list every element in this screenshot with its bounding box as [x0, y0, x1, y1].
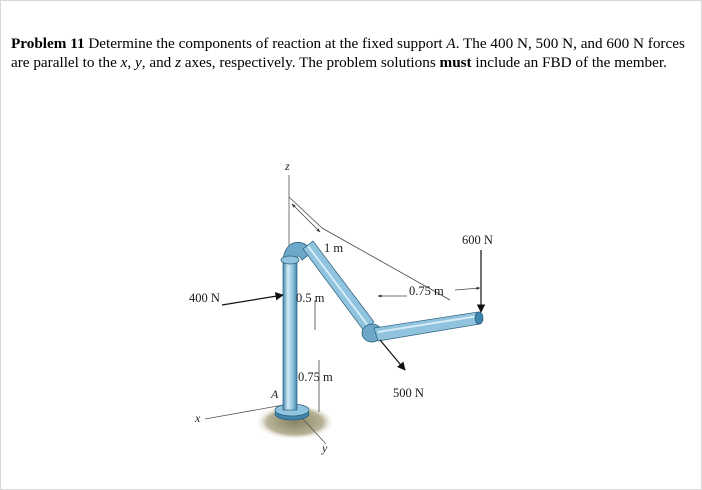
problem-text-4: , and [141, 53, 176, 71]
force-600-label: 600 N [462, 233, 493, 247]
problem-text-6: include an FBD of the member. [471, 53, 667, 71]
force-500-label: 500 N [393, 386, 424, 400]
x-axis-label: x [195, 411, 201, 425]
dim-075m-vertical-label: 0.75 m [298, 370, 333, 384]
force-400-label: 400 N [189, 291, 220, 305]
problem-text-3: , [127, 53, 135, 71]
top-elbow-flange [281, 256, 299, 264]
problem-text-2: . The 400 N, 500 N, and 600 N forces are parallel to the [11, 35, 685, 71]
problem-text-1: Determine the components of reaction at the fixed support [84, 35, 447, 52]
dim-075m-horizontal-label: 0.75 m [409, 284, 444, 298]
z-axis-variable: z [175, 53, 181, 71]
problem-text-5: axes, respectively. The problem solutions [180, 53, 440, 71]
dim-1m-label: 1 m [324, 241, 344, 255]
problem-label: Problem 11 [11, 35, 85, 52]
force-500-arrow [380, 340, 405, 370]
support-a-label: A [271, 387, 279, 401]
x-axis-variable: x [120, 53, 128, 71]
diagonal-pipe-highlight [308, 246, 369, 327]
must-emphasis: must [439, 53, 472, 71]
dim-1m-ref-a [289, 197, 322, 228]
dim-05m-label: 0.5 m [296, 291, 325, 305]
y-axis-label: y [322, 441, 328, 455]
vertical-pipe [283, 258, 297, 410]
pipe-end-cap [475, 312, 483, 324]
force-400-arrow [222, 295, 283, 305]
dim-1m-arrow [292, 204, 320, 232]
z-axis-label: z [285, 159, 290, 173]
dim-075m-horiz-b [455, 288, 480, 290]
horizontal-pipe [374, 312, 480, 341]
support-variable: A [446, 35, 456, 52]
y-axis-variable: y [134, 53, 142, 71]
